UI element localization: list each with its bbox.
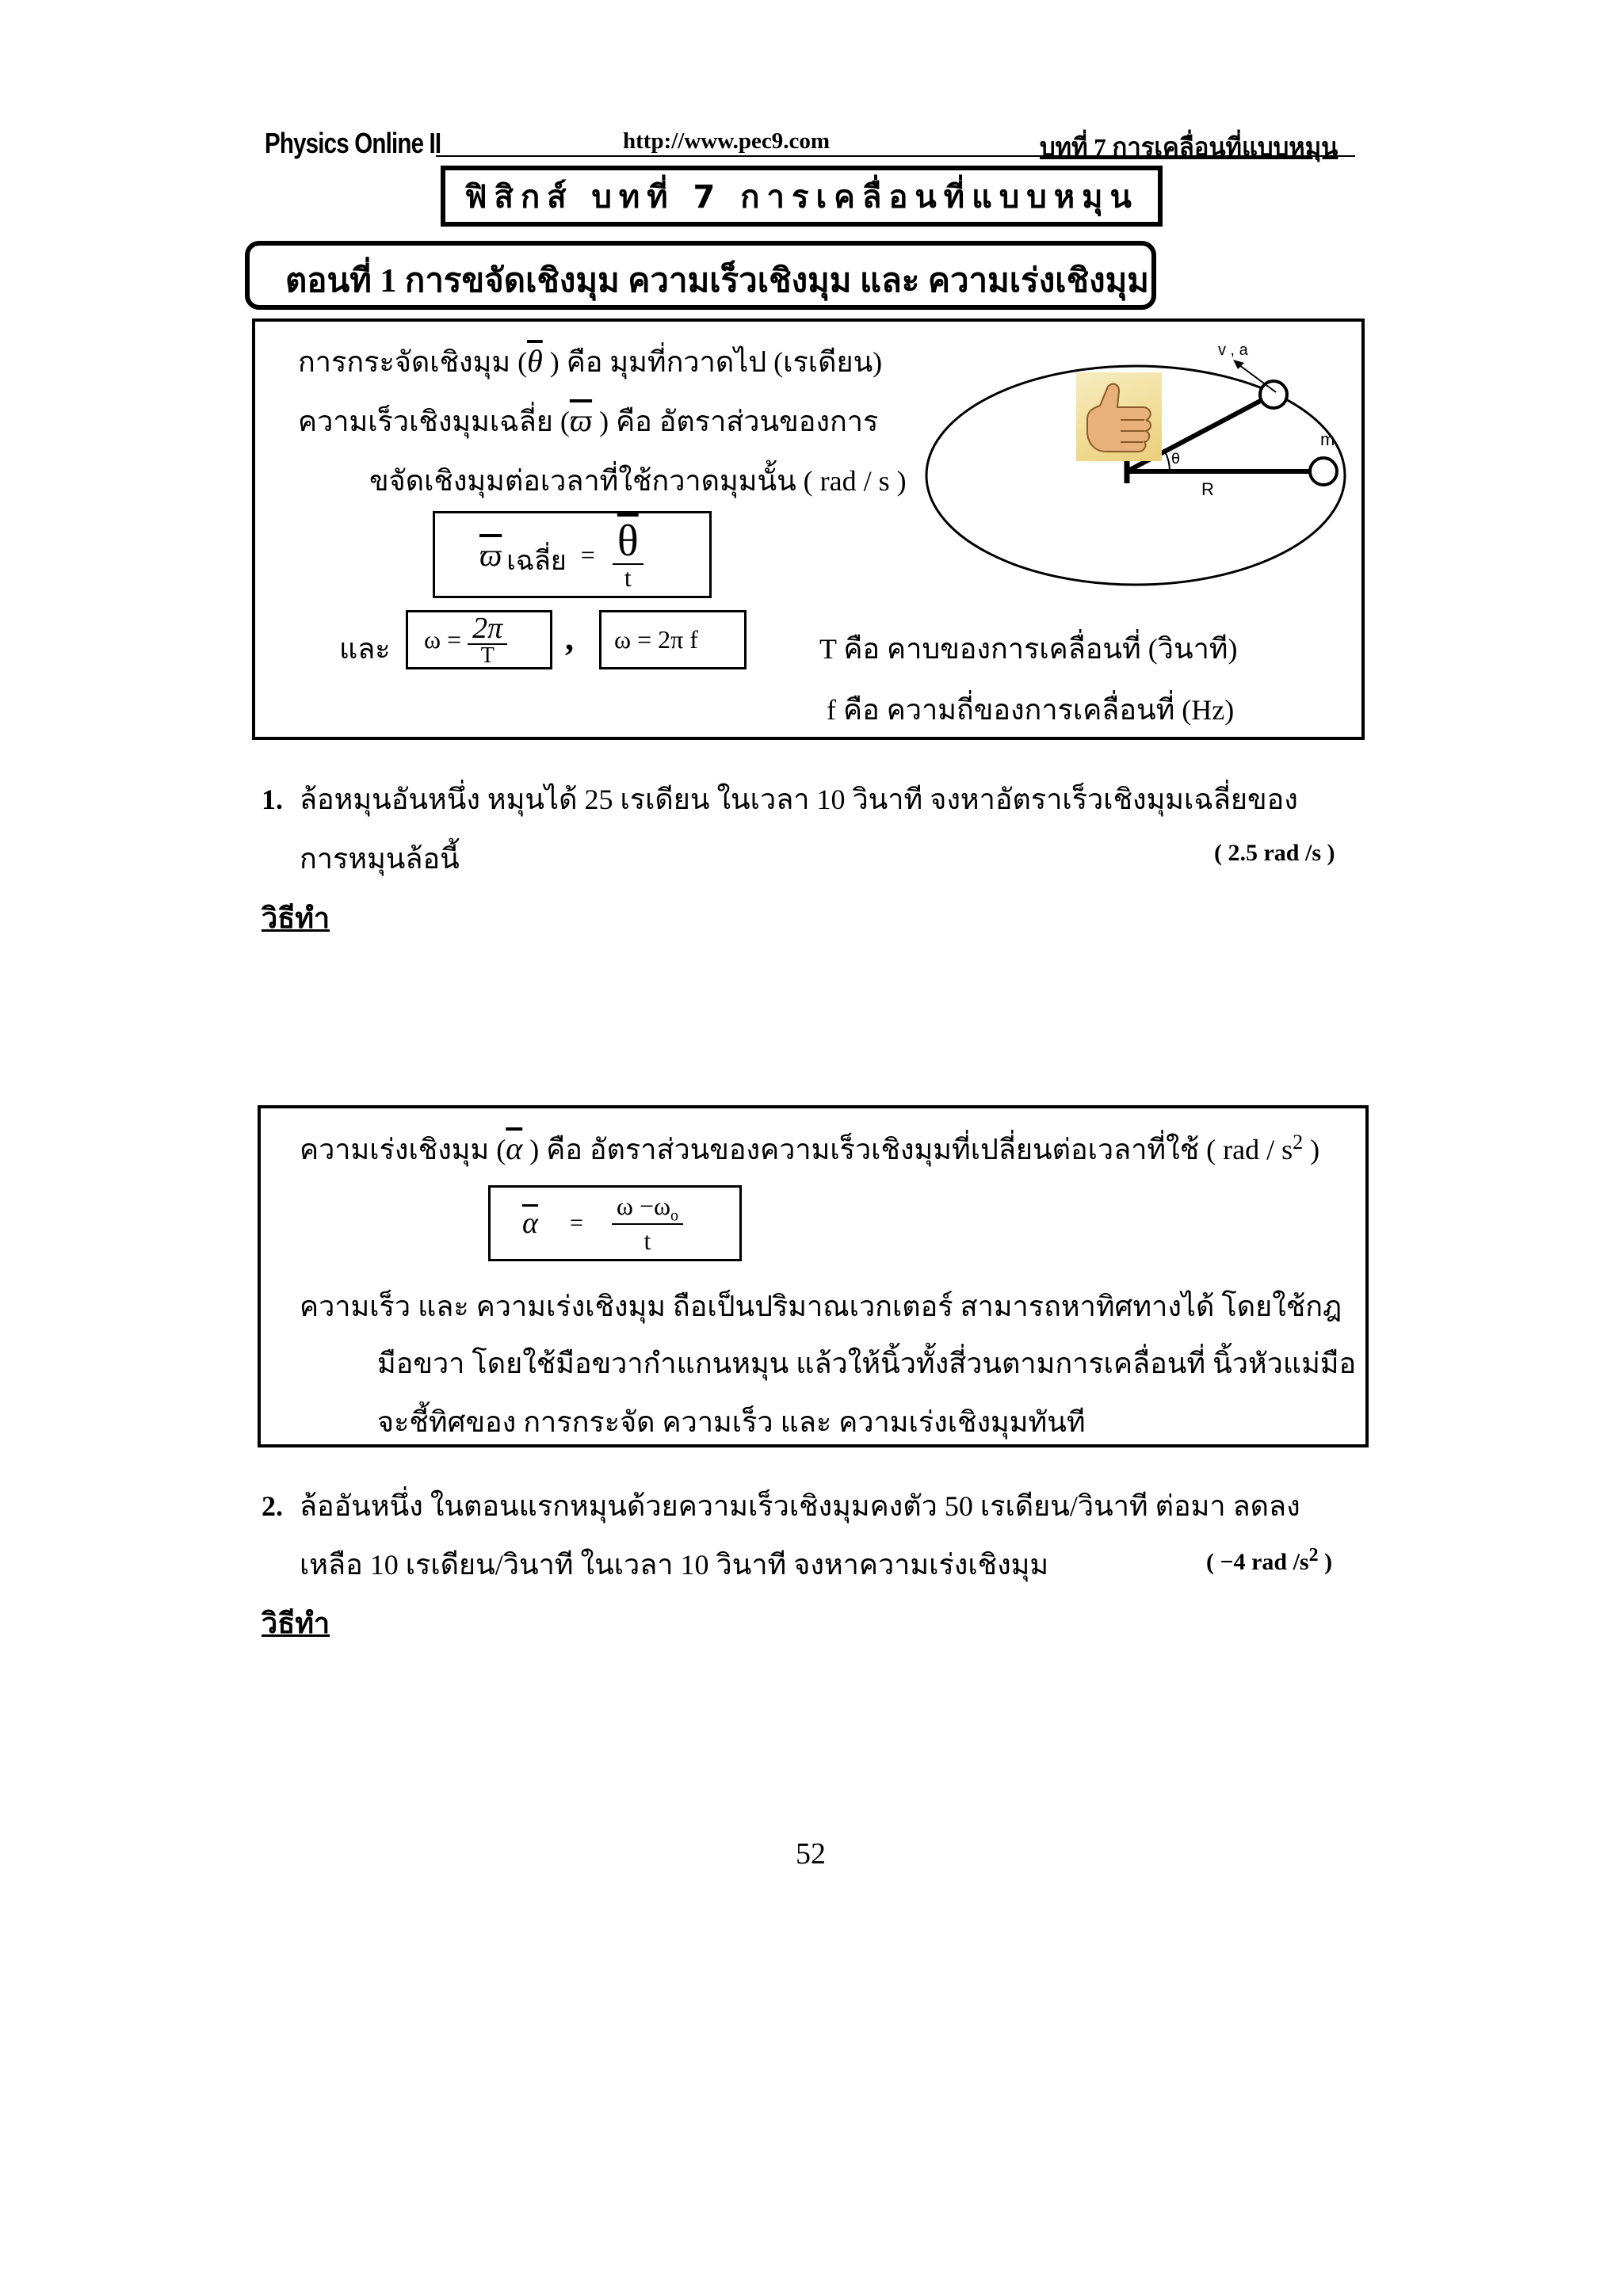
vector-rule-line3: จะชี้ทิศของ การกระจัด ความเร็ว และ ความเร่งเชิงมุมทันที (377, 1406, 1086, 1438)
fraction-denominator: t (624, 563, 632, 592)
question-1-line2: การหมุนล้อนี้ (300, 843, 460, 875)
mass-moving (1260, 381, 1287, 408)
mass-start (1310, 458, 1337, 485)
theta-arc (1165, 452, 1170, 471)
avg-omega-equals: = (580, 540, 595, 569)
theta-bar-symbol: $\overline{\theta}$ (527, 343, 543, 379)
def-frequency: f คือ ความถี่ของการเคลื่อนที่ (Hz) (827, 694, 1235, 726)
header-url: http://www.pec9.com (623, 128, 830, 154)
def-angular-displacement (298, 339, 882, 384)
alpha-bar-symbol: $\overline{\alpha}$ (506, 1131, 523, 1166)
header-chapter: บทที่ 7 การเคลื่อนที่แบบหมุน (1040, 133, 1338, 161)
answer-text: ( −4 rad /s (1206, 1549, 1309, 1575)
vector-rule-line2: มือขวา โดยใช้มือขวากำแกนหมุน แล้วให้นิ้วทั้งสี่วนตามการเคลื่อนที่ นิ้วหัวแม่มือ (377, 1348, 1357, 1379)
question-2-number: 2. (262, 1490, 283, 1522)
vector-rule-line1: ความเร็ว และ ความเร่งเชิงมุม ถือเป็นปริมาณเวกเตอร์ สามารถหาทิศทางได้ โดยใช้กฎ (300, 1291, 1342, 1322)
question-1 (262, 776, 1298, 822)
question-2-line2: เหลือ 10 เรเดียน/วินาที ในเวลา 10 วินาที จงหาความเร่งเชิงมุม (300, 1549, 1049, 1581)
chapter-title: ฟิสิกส์ บทที่ 7 การเคลื่อนที่แบบหมุน (464, 178, 1139, 215)
answer-end: ) (1318, 1549, 1333, 1575)
avg-omega-fraction (613, 519, 643, 590)
avg-omega-subscript: เฉลี่ย (506, 547, 567, 576)
omega-frequency-formula-box (599, 610, 747, 669)
fraction-numerator (612, 1193, 683, 1225)
avg-omega-formula-box (433, 511, 712, 598)
alpha-lhs: $\overline{\alpha}$ (522, 1207, 538, 1240)
diagram-label-va: v , a (1218, 341, 1248, 359)
omega-bar-symbol: $\overline{ϖ}$ (569, 402, 593, 438)
def-line2-text: ความเร็วเชิงมุมเฉลี่ย ( (298, 406, 570, 437)
diagram-label-R: R (1201, 479, 1214, 499)
avg-omega-lhs: $\overline{ϖ}$ (479, 536, 502, 573)
def-line3: ขจัดเชิงมุมต่อเวลาที่ใช้กวาดมุมนั้น ( rad / s ) (369, 465, 907, 497)
alpha-equals: = (569, 1210, 583, 1236)
def-accel-text: ความเร่งเชิงมุม ( (300, 1134, 506, 1165)
def-average-angular-velocity (298, 399, 878, 444)
answer-exponent: 2 (1308, 1545, 1319, 1566)
hand-icon (1076, 372, 1162, 461)
question-2-line1: ล้ออันหนึ่ง ในตอนแรกหมุนด้วยความเร็วเชิงมุมคงตัว 50 เรเดียน/วินาที ต่อมา ลดลง (300, 1490, 1300, 1522)
fraction-denominator: T (480, 643, 495, 668)
formula-comma: , (565, 619, 574, 658)
and-label: และ (339, 633, 391, 665)
numerator-text: ω −ω (616, 1191, 671, 1220)
thumbs-up-hand-icon (1076, 372, 1162, 461)
question-1-answer: ( 2.5 rad /s ) (1214, 840, 1335, 866)
section-heading: ตอนที่ 1 การขจัดเชิงมุม ความเร็วเชิงมุม และ ความเร่งเชิงมุม (285, 263, 1149, 299)
omega-period-formula-box (406, 610, 552, 669)
def-line1-rest: ) คือ มุมที่กวาดไป (เรเดียน) (542, 346, 883, 378)
unit-exponent: 2 (1293, 1131, 1304, 1154)
fraction-numerator: $\overline{\theta}$ (613, 519, 643, 565)
fraction-numerator: 2π (468, 613, 507, 645)
question-2-method-label: วิธีทำ (262, 1608, 330, 1639)
alpha-formula-box (488, 1185, 742, 1261)
question-2-answer (1206, 1545, 1332, 1576)
diagram-label-theta: θ (1171, 451, 1181, 467)
question-1-method-label: วิธีทำ (262, 902, 330, 934)
def-line1-text: การกระจัดเชิงมุม ( (298, 346, 528, 378)
def-angular-acceleration (300, 1127, 1319, 1172)
def-accel-end: ) (1303, 1134, 1320, 1165)
header-title: Physics Online II (265, 127, 441, 159)
numerator-subscript: o (670, 1207, 679, 1225)
omega-period-lhs: ω = (424, 625, 462, 654)
question-1-line1: ล้อหมุนอันหนึ่ง หมุนได้ 25 เรเดียน ในเวลา 10 วินาที จงหาอัตราเร็วเชิงมุมเฉลี่ยของ (300, 784, 1298, 815)
diagram-label-m: m (1320, 429, 1335, 449)
header-rule (436, 155, 1355, 157)
velocity-arrow (1236, 363, 1276, 392)
omega-frequency-formula: ω = 2π f (614, 625, 698, 654)
omega-period-fraction (468, 613, 507, 667)
question-1-number: 1. (262, 784, 283, 815)
fraction-denominator: t (643, 1226, 651, 1256)
def-accel-rest: ) คือ อัตราส่วนของความเร็วเชิงมุมที่เปลี่ยนต่อเวลาที่ใช้ ( rad / s (522, 1134, 1293, 1165)
alpha-fraction (612, 1191, 683, 1256)
def-period: T คือ คาบของการเคลื่อนที่ (วินาที) (819, 633, 1238, 665)
def-line2-rest: ) คือ อัตราส่วนของการ (592, 406, 879, 437)
chapter-title-box (441, 166, 1163, 227)
page-number: 52 (796, 1837, 826, 1871)
question-2 (262, 1483, 1300, 1528)
